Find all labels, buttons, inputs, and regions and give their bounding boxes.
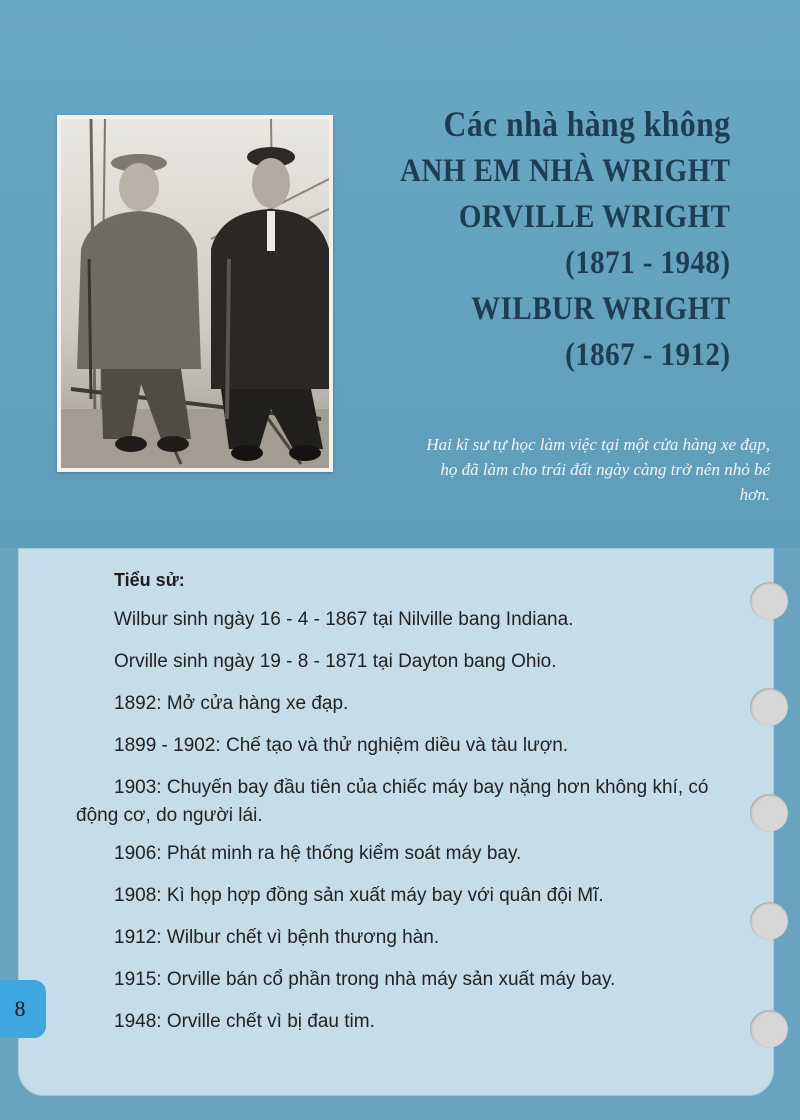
biography-panel — [18, 548, 774, 1096]
title-line-1: Các nhà hàng không — [442, 104, 730, 144]
binder-hole — [750, 902, 788, 940]
binder-hole — [750, 1010, 788, 1048]
title-line-2: ANH EM NHÀ WRIGHT — [399, 153, 730, 189]
binder-hole — [750, 582, 788, 620]
list-item: 1899 - 1902: Chế tạo và thử nghiệm diều và tàu lượn. — [114, 735, 569, 756]
title-line-4: (1871 - 1948) — [564, 245, 730, 281]
biography-heading: Tiểu sử: — [114, 570, 185, 590]
list-item: 1915: Orville bán cổ phần trong nhà máy sản xuất máy bay. — [114, 969, 616, 990]
wright-brothers-photo — [57, 115, 333, 472]
title-block — [355, 100, 731, 378]
tagline: Hai kĩ sư tự học làm việc tại một cửa hàng xe đạp, họ đã làm cho trái đất ngày càng trở nên nhỏ bé hơn. — [426, 435, 770, 504]
list-item: 1948: Orville chết vì bị đau tim. — [114, 1011, 375, 1032]
list-item: Orville sinh ngày 19 - 8 - 1871 tại Dayton bang Ohio. — [114, 651, 557, 672]
biography-list — [76, 606, 746, 1050]
list-item: Wilbur sinh ngày 16 - 4 - 1867 tại Nilville bang Indiana. — [114, 609, 574, 630]
page-number: 8 — [0, 980, 46, 1038]
list-item: 1892: Mở cửa hàng xe đạp. — [114, 693, 349, 714]
binder-hole — [750, 794, 788, 832]
list-item: 1912: Wilbur chết vì bệnh thương hàn. — [114, 927, 440, 948]
title-line-3: ORVILLE WRIGHT — [458, 199, 730, 235]
title-line-6: (1867 - 1912) — [564, 337, 730, 373]
binder-hole — [750, 688, 788, 726]
list-item: 1908: Kì họp hợp đồng sản xuất máy bay với quân đội Mĩ. — [114, 885, 604, 906]
title-line-5: WILBUR WRIGHT — [470, 291, 730, 327]
list-item: 1906: Phát minh ra hệ thống kiểm soát máy bay. — [114, 843, 522, 864]
list-item: 1903: Chuyến bay đầu tiên của chiếc máy bay nặng hơn không khí, có động cơ, do người lái. — [76, 777, 709, 826]
